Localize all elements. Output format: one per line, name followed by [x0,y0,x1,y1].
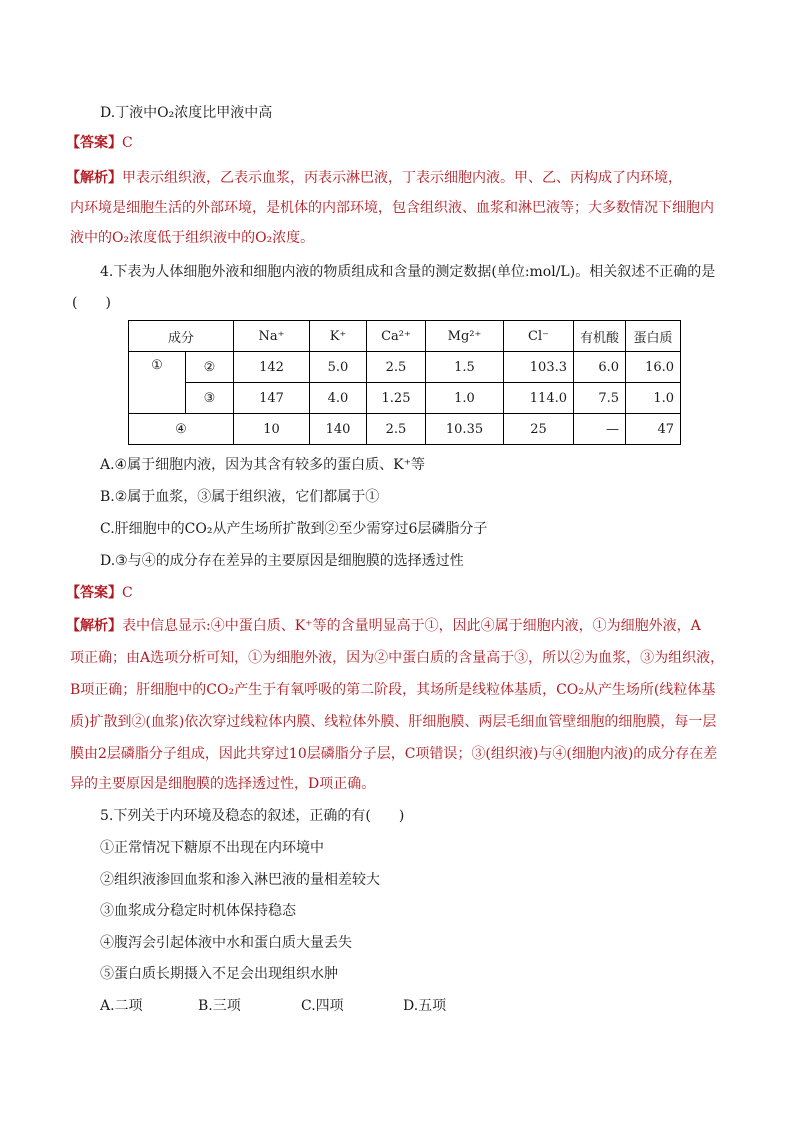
q5-item-3: ③血浆成分稳定时机体保持稳态 [100,903,296,919]
q3-analysis-line-3: 液中的O₂浓度低于组织液中的O₂浓度。 [70,230,315,246]
q3-answer [66,133,133,153]
table-cell: 1.0 [426,383,504,414]
table-cell-sub: ② [186,352,234,383]
q4-analysis-label: 【解析】 [66,618,122,634]
q4-analysis-line-4: 质)扩散到②(血浆)依次穿过线粒体内膜、线粒体外膜、肝细胞膜、两层毛细血管壁细胞的细胞膜，每一层 [70,714,717,730]
table-header-cell: 有机酸 [574,321,626,352]
table-cell: 25 [504,414,574,445]
table-cell: 103.3 [504,352,574,383]
table-cell: 7.5 [574,383,626,414]
q5-item-4: ④腹泻会引起体液中水和蛋白质大量丢失 [100,935,352,951]
q4-analysis-line-2: 项正确；由A选项分析可知，①为细胞外液，因为②中蛋白质的含量高于③，所以②为血浆，③为组织液， [70,650,725,666]
table-cell: 10.35 [426,414,504,445]
table-header-row [129,321,681,352]
q4-analysis-line-1: 【解析】表中信息显示:④中蛋白质、K⁺等的含量明显高于①，因此④属于细胞内液，①为细胞外液，A [66,618,701,634]
q3-analysis-line-2: 内环境是细胞生活的外部环境，是机体的内部环境，包含组织液、血浆和淋巴液等；大多数情况下细胞内 [70,200,714,216]
table-cell: 1.25 [367,383,426,414]
q5-stem: 5.下列关于内环境及稳态的叙述，正确的有( ) [100,808,405,824]
table-cell: 147 [234,383,310,414]
q4-analysis-line-6: 异的主要原因是细胞膜的选择透过性，D项正确。 [70,776,376,792]
q5-option-a: A.二项 [100,998,143,1014]
q4-option-b: B.②属于血浆，③属于组织液，它们都属于① [100,489,380,505]
table-header-cell: K⁺ [310,321,367,352]
q5-item-5: ⑤蛋白质长期摄入不足会出现组织水肿 [100,966,338,982]
table-cell: — [574,414,626,445]
q3-analysis-line-1: 【解析】甲表示组织液，乙表示血浆，丙表示淋巴液，丁表示细胞内液。甲、乙、丙构成了内环境， [66,170,682,186]
table-cell-group: ① [129,352,186,414]
q5-options [100,996,446,1016]
q5-item-2: ②组织液渗回血浆和渗入淋巴液的量相差较大 [100,872,380,888]
q4-option-c: C.肝细胞中的CO₂从产生场所扩散到②至少需穿过6层磷脂分子 [100,521,488,537]
q3-option-d: D.丁液中O₂浓度比甲液中高 [100,105,273,121]
table-cell: 6.0 [574,352,626,383]
table-row [129,352,681,383]
table-cell: 114.0 [504,383,574,414]
q3-analysis-label: 【解析】 [66,170,122,186]
table-header-cell: Na⁺ [234,321,310,352]
table-cell-sub: ③ [186,383,234,414]
q5-option-c: C.四项 [301,998,344,1014]
q3-answer-label: 【答案】 [66,135,122,151]
q5-option-b: B.三项 [198,998,241,1014]
table-cell: 1.5 [426,352,504,383]
q4-stem: 4.下表为人体细胞外液和细胞内液的物质组成和含量的测定数据(单位:mol/L)。相关叙述不正确的是 [100,264,716,280]
q4-answer [66,583,133,603]
table-cell: 140 [310,414,367,445]
table-cell: 2.5 [367,414,426,445]
table-cell: 16.0 [626,352,681,383]
table-header-cell: Ca²⁺ [367,321,426,352]
q4-option-d: D.③与④的成分存在差异的主要原因是细胞膜的选择透过性 [100,553,464,569]
q5-option-d: D.五项 [403,998,447,1014]
table-row [129,414,681,445]
composition-table [128,320,681,445]
table-header-cell: Mg²⁺ [426,321,504,352]
table-cell: 1.0 [626,383,681,414]
table-cell: 142 [234,352,310,383]
q4-analysis-line-3: B项正确；肝细胞中的CO₂产生于有氧呼吸的第二阶段，其场所是线粒体基质，CO₂从产生场所(线粒体基 [70,682,716,698]
table-header-cell: 成分 [129,321,234,352]
table-header-cell: Cl⁻ [504,321,574,352]
q4-answer-value: C [122,585,133,601]
q5-item-1: ①正常情况下糖原不出现在内环境中 [100,840,324,856]
q4-option-a: A.④属于细胞内液，因为其含有较多的蛋白质、K⁺等 [100,457,425,473]
table-cell: 10 [234,414,310,445]
table-header-cell: 蛋白质 [626,321,681,352]
table-cell: 2.5 [367,352,426,383]
q4-stem-paren: ( ) [72,295,111,311]
table-cell: 4.0 [310,383,367,414]
q3-answer-value: C [122,135,133,151]
table-cell: 47 [626,414,681,445]
table-cell-group: ④ [129,414,234,445]
q4-analysis-line-5: 膜由2层磷脂分子组成，因此共穿过10层磷脂分子层，C项错误；③(组织液)与④(细胞内液)的成分存在差 [70,746,718,762]
table-row [129,383,681,414]
q4-answer-label: 【答案】 [66,585,122,601]
table-cell: 5.0 [310,352,367,383]
